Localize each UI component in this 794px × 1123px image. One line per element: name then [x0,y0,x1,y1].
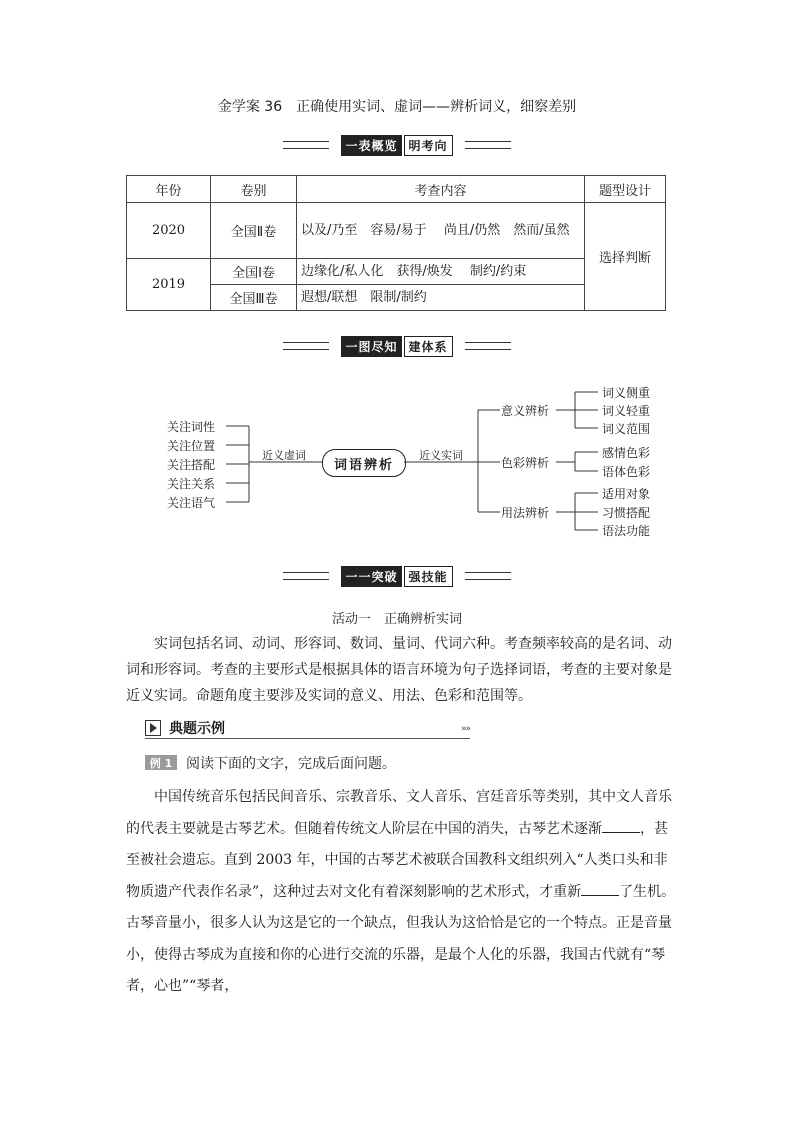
left-item: 关注关系 [167,477,216,491]
example-section-heading [145,718,470,739]
chevron-right-icon: »» [460,724,470,734]
leaf-item: 习惯搭配 [602,506,651,520]
example-heading-label: 典题示例 [169,721,225,737]
edge-label-right: 近义实词 [419,449,463,462]
banner-label-light: 强技能 [404,566,453,587]
banner-label-dark: 一表概览 [341,135,401,156]
banner-label-light: 建体系 [404,336,453,357]
branch-label: 色彩辨析 [501,456,550,470]
edge-label-left: 近义虚词 [262,449,306,462]
banner-rule-left [283,572,329,580]
play-icon [145,720,161,736]
passage-text: ，甚至被社会遗忘。直到 2003 年，中国的古琴艺术被联合国教科文组织列入“人类口头和非物质遗产代表作名录”，这种过去对文化有着深刻影响的艺术形式，才重新 [126,820,668,900]
passage-text: 了生机。古琴音量小，很多人认为这是它的一个缺点，但我认为这恰恰是它的一个特点。正是音量小，使得古琴成为直接和你的心进行交流的乐器，是最个人化的乐器，我国古代就有“琴者，心也”“琴者， [126,883,676,994]
leaf-item: 语体色彩 [602,465,651,479]
intro-paragraph: 实词包括名词、动词、形容词、数词、量词、代词六种。考查频率较高的是名词、动词和形容词。考查的主要形式是根据具体的语言环境为句子选择词语，考查的主要对象是近义实词。命题角度主要涉及实词的意义、用法、色彩和范围等。 [126,636,672,704]
header-type: 题型设计 [585,176,666,203]
banner-label-dark: 一一突破 [341,566,401,587]
leaf-item: 词义轻重 [602,404,651,418]
banner-rule-right [465,572,511,580]
cell-paper: 全国Ⅰ卷 [211,259,297,285]
passage-text: 中国传统音乐包括民间音乐、宗教音乐、文人音乐、宫廷音乐等类别，其中文人音乐的代表主要就是古琴艺术。但随着传统文人阶层在中国的消失，古琴艺术逐渐 [126,789,672,837]
leaf-item: 词义侧重 [602,386,651,400]
left-item: 关注语气 [167,496,216,510]
cell-paper: 全国Ⅱ卷 [211,203,297,259]
left-item: 关注位置 [167,439,216,453]
header-content: 考查内容 [297,176,585,203]
leaf-item: 词义范围 [602,422,651,436]
page-title: 金学案 36 正确使用实词、虚词——辨析词义，细察差别 [217,99,577,115]
cell-type: 选择判断 [585,203,666,311]
branch-label: 用法辨析 [501,506,550,520]
cell-year: 2020 [127,203,211,259]
cell-content: 以及/乃至 容易/易于 尚且/仍然 然而/虽然 [297,203,585,259]
cell-year: 2019 [127,259,211,311]
example-passage [126,782,678,1003]
cell-content: 遐想/联想 限制/制约 [297,285,585,311]
left-item: 关注词性 [167,420,216,434]
banner-label-light: 明考向 [404,135,453,156]
example-instruction: 阅读下面的文字，完成后面问题。 [186,756,396,772]
leaf-item: 感情色彩 [602,446,651,460]
leaf-item: 语法功能 [602,524,651,538]
branch-label: 意义辨析 [501,404,550,418]
header-paper: 卷别 [211,176,297,203]
center-node: 词语辨析 [322,449,406,477]
answer-blank-2 [581,881,619,896]
cell-content: 边缘化/私人化 获得/焕发 制约/约束 [297,259,585,285]
left-item: 关注搭配 [167,458,216,472]
activity-title: 活动一 正确辨析实词 [331,612,462,627]
example-tag: 例 1 [145,755,177,770]
answer-blank-1 [602,818,640,833]
header-year: 年份 [127,176,211,203]
banner-label-dark: 一图尽知 [341,336,401,357]
leaf-item: 适用对象 [602,487,651,501]
cell-paper: 全国Ⅲ卷 [211,285,297,311]
section-banner-skills [0,566,794,586]
